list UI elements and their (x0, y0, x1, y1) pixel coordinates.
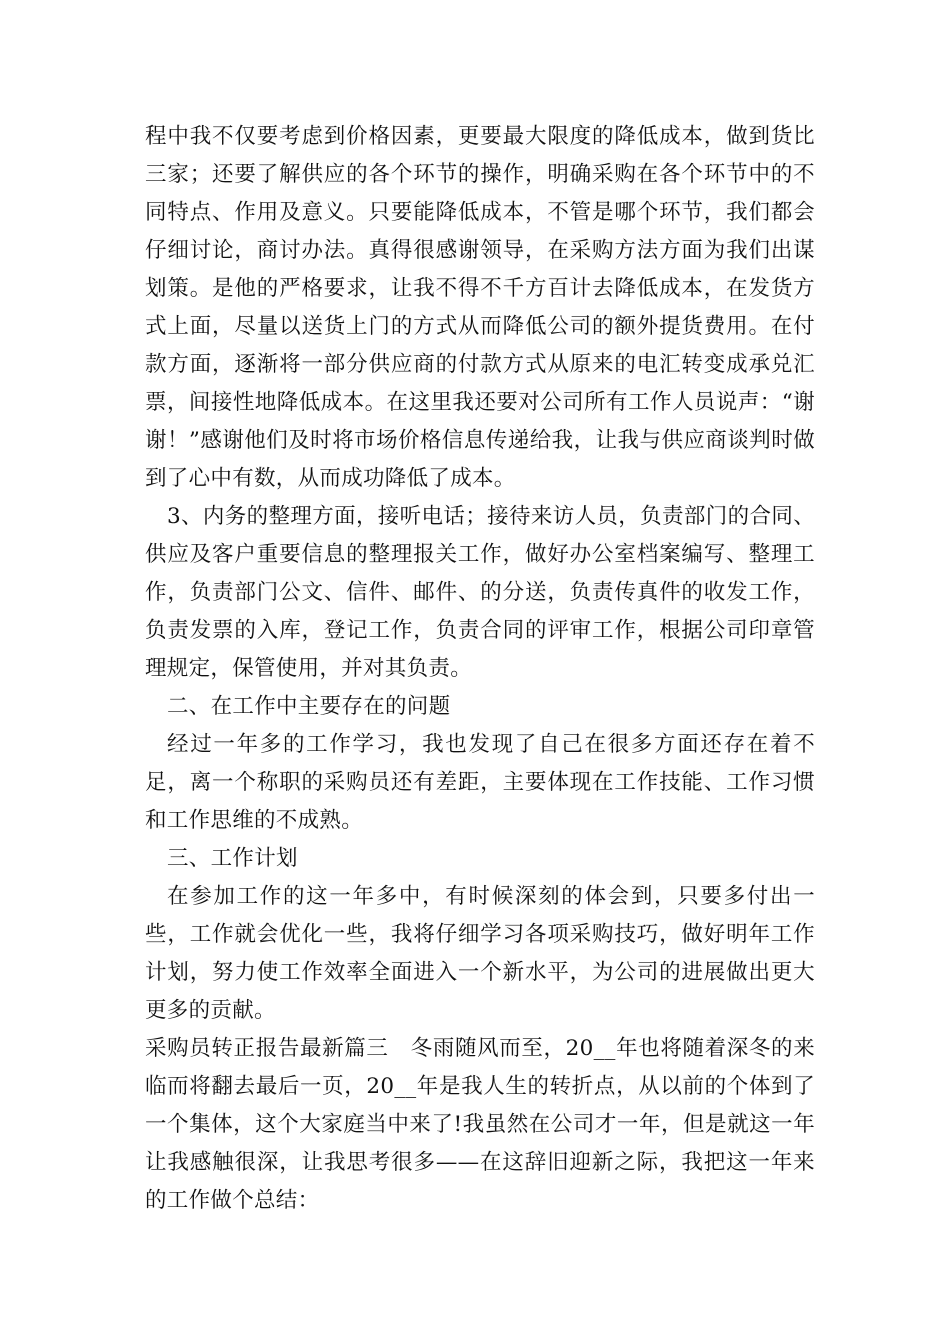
body-paragraph-cost-reduction: 程中我不仅要考虑到价格因素，更要最大限度的降低成本，做到货比三家；还要了解供应的各个环节的操作，明确采购在各个环节中的不同特点、作用及意义。只要能降低成本，不管是哪个环节，我们都会仔细讨论，商讨办法。真得很感谢领导，在采购方法方面为我们出谋划策。是他的严格要求，让我不得不千方百计去降低成本，在发货方式上面，尽量以送货上门的方式从而降低公司的额外提货费用。在付款方面，逐渐将一部分供应商的付款方式从原来的电汇转变成承兑汇票，间接性地降低成本。在这里我还要对公司所有工作人员说声：“谢谢！”感谢他们及时将市场价格信息传递给我，让我与供应商谈判时做到了心中有数，从而成功降低了成本。 (145, 124, 815, 491)
section-heading-work-plan: 三、工作计划 (167, 846, 298, 871)
document-body (145, 118, 815, 1220)
body-paragraph-work-plan: 在参加工作的这一年多中，有时候深刻的体会到，只要多付出一些，工作就会优化一些，我将仔细学习各项采购技巧，做好明年工作计划，努力使工作效率全面进入一个新水平，为公司的进展做出更大更多的贡献。 (145, 884, 815, 1023)
section-heading-problems: 二、在工作中主要存在的问题 (167, 694, 451, 719)
body-paragraph-problems: 经过一年多的工作学习，我也发现了自己在很多方面还存在着不足，离一个称职的采购员还有差距，主要体现在工作技能、工作习惯和工作思维的不成熟。 (145, 732, 815, 833)
body-paragraph-part-three: 采购员转正报告最新篇三 冬雨随风而至，20__年也将随着深冬的来临而将翻去最后一页，20__年是我人生的转折点，从以前的个体到了一个集体，这个大家庭当中来了!我虽然在公司才一年，但是就这一年让我感触很深，让我思考很多——在这辞旧迎新之际，我把这一年来的工作做个总结： (145, 1036, 815, 1213)
body-paragraph-internal-affairs: 3、内务的整理方面，接听电话；接待来访人员，负责部门的合同、供应及客户重要信息的整理报关工作，做好办公室档案编写、整理工作，负责部门公文、信件、邮件、的分送，负责传真件的收发工作，负责发票的入库，登记工作，负责合同的评审工作，根据公司印章管理规定，保管使用，并对其负责。 (145, 504, 815, 681)
